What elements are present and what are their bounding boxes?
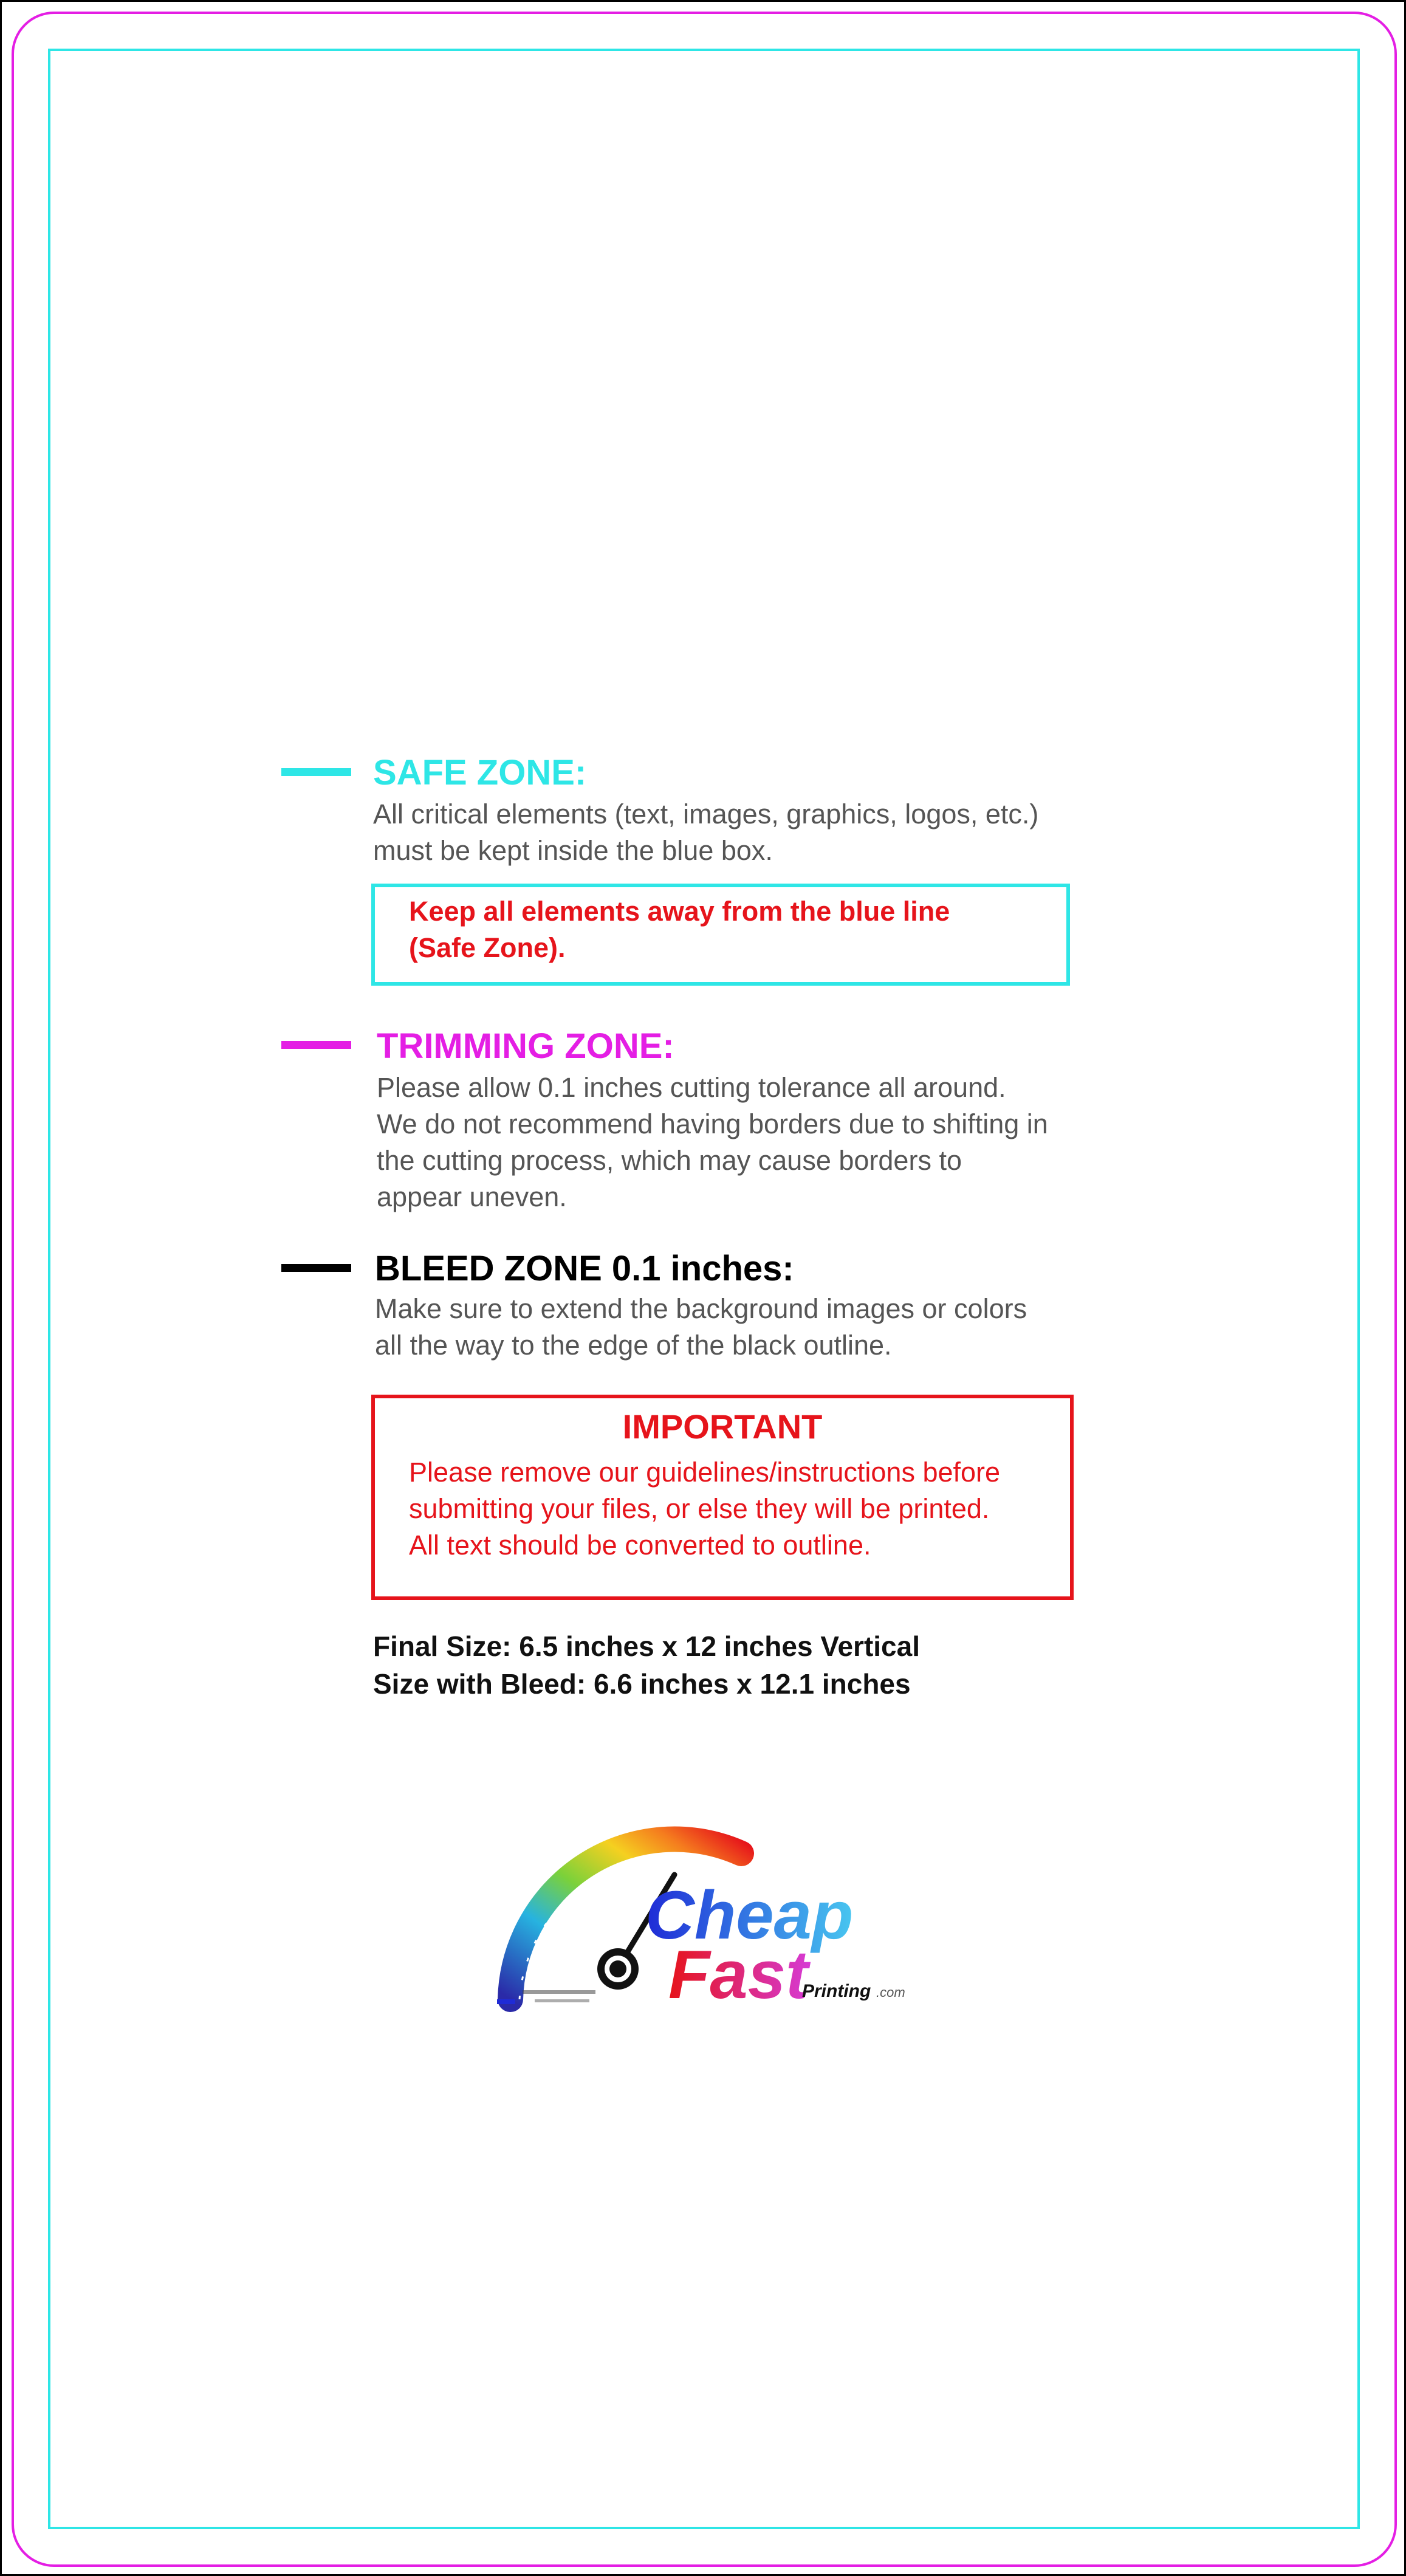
cheapfastprinting-logo — [486, 1817, 924, 2036]
safe-zone-note — [409, 893, 950, 966]
safe-zone-line: must be kept inside the blue box. — [373, 835, 773, 866]
logo-word-com: .com — [876, 1985, 905, 2000]
safe-zone-line: All critical elements (text, images, graphics, logos, etc.) — [373, 799, 1039, 829]
bleed-zone-title: BLEED ZONE 0.1 inches: — [375, 1249, 794, 1288]
logo-word-fast: Fast — [668, 1937, 809, 2013]
trimming-zone-marker — [281, 1041, 351, 1049]
bleed-size: Size with Bleed: 6.6 inches x 12.1 inches — [373, 1668, 911, 1700]
size-info — [373, 1627, 920, 1703]
bleed-zone-marker — [281, 1264, 351, 1272]
trimming-zone-line: appear uneven. — [377, 1181, 567, 1212]
logo-word-cheap: Cheap — [645, 1877, 854, 1953]
trimming-zone-line: the cutting process, which may cause borders to — [377, 1145, 962, 1176]
safe-zone-note-box — [371, 884, 1070, 986]
safe-zone-note-line: (Safe Zone). — [409, 932, 566, 963]
safe-zone-description — [373, 796, 1038, 869]
bleed-zone-line: all the way to the edge of the black outline. — [375, 1330, 892, 1361]
trimming-zone-title: TRIMMING ZONE: — [377, 1026, 674, 1066]
important-line: Please remove our guidelines/instructions before — [409, 1457, 1001, 1488]
trimming-zone-line: We do not recommend having borders due to shifting in — [377, 1108, 1048, 1139]
important-description — [409, 1454, 1000, 1564]
safe-zone-marker — [281, 768, 351, 776]
important-title: IMPORTANT — [622, 1407, 823, 1446]
safe-zone-title: SAFE ZONE: — [373, 753, 587, 792]
important-line: submitting your files, or else they will be printed. — [409, 1493, 990, 1524]
trimming-zone-description — [377, 1070, 1048, 1215]
final-size: Final Size: 6.5 inches x 12 inches Vertical — [373, 1630, 920, 1662]
safe-outline — [48, 49, 1360, 2529]
bleed-zone-description — [375, 1291, 1027, 1364]
important-line: All text should be converted to outline. — [409, 1530, 871, 1561]
logo-word-printing: Printing — [802, 1981, 871, 2001]
bleed-zone-line: Make sure to extend the background images or colors — [375, 1293, 1027, 1324]
safe-zone-note-line: Keep all elements away from the blue line — [409, 896, 950, 927]
important-box — [371, 1395, 1074, 1600]
trimming-zone-line: Please allow 0.1 inches cutting tolerance all around. — [377, 1072, 1006, 1103]
